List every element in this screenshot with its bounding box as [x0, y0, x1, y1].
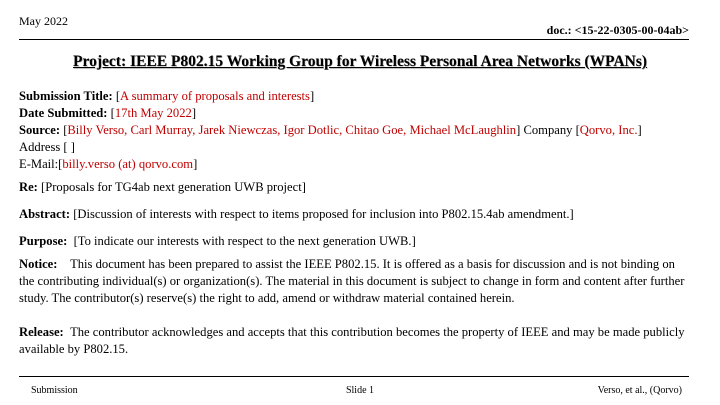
submission-title-label: Submission Title:	[19, 89, 113, 103]
page-title: Project: IEEE P802.15 Working Group for Wireless Personal Area Networks (WPANs)	[73, 53, 647, 70]
notice-label: Notice:	[19, 257, 58, 271]
source-label: Source:	[19, 123, 61, 137]
footer-divider	[19, 376, 689, 377]
date-submitted-value: 17th May 2022	[114, 106, 192, 120]
purpose-line: Purpose: [To indicate our interests with respect to the next generation UWB.]	[19, 234, 416, 248]
company-value: Qorvo, Inc.	[579, 123, 638, 137]
notice-text: This document has been prepared to assist the IEEE P802.15. It is offered as a basis for discussion and is not binding on the contributing individual(s) or organization(s). The material in this document is subject to change in form and content after further study. The contributor(s) reserve(s) the right to add, amend or withdraw material contained herein.	[19, 257, 685, 305]
address-line: Address [ ]	[19, 140, 75, 154]
date-submitted-label: Date Submitted:	[19, 106, 108, 120]
header-divider	[19, 39, 689, 40]
release-text: The contributor acknowledges and accepts that this contribution becomes the property of IEEE and may be made publicly available by P802.15.	[19, 325, 685, 356]
release-paragraph	[19, 324, 689, 358]
re-line: Re: [Proposals for TG4ab next generation UWB project]	[19, 180, 306, 194]
document-body	[19, 88, 689, 358]
company-label: Company	[523, 123, 573, 137]
email-value: billy.verso (at) qorvo.com	[62, 157, 194, 171]
release-label: Release:	[19, 325, 64, 339]
footer-submission: Submission	[31, 385, 78, 396]
submission-title-value: A summary of proposals and interests	[120, 89, 310, 103]
address-label: Address	[19, 140, 61, 154]
purpose-label: Purpose:	[19, 234, 68, 248]
abstract-value: Discussion of interests with respect to items proposed for inclusion into P802.15.4ab amendment.	[77, 207, 570, 221]
email-label: E-Mail:	[19, 157, 59, 171]
source-value: Billy Verso, Carl Murray, Jarek Niewczas, Igor Dotlic, Chitao Goe, Michael McLaughlin	[67, 123, 517, 137]
footer-slide-number: Slide 1	[345, 385, 375, 396]
re-label: Re:	[19, 180, 38, 194]
re-value: Proposals for TG4ab next generation UWB project	[45, 180, 302, 194]
purpose-value: To indicate our interests with respect to the next generation UWB.	[77, 234, 412, 248]
footer-author: Verso, et al., (Qorvo)	[597, 385, 682, 396]
date-submitted-line: Date Submitted: [17th May 2022]	[19, 106, 197, 120]
notice-paragraph	[19, 256, 689, 307]
abstract-label: Abstract:	[19, 207, 71, 221]
abstract-line: Abstract: [Discussion of interests with respect to items proposed for inclusion into P802.15.4ab amendment.]	[19, 207, 574, 221]
header-date: May 2022	[19, 14, 68, 28]
source-line: Source: [Billy Verso, Carl Murray, Jarek Niewczas, Igor Dotlic, Chitao Goe, Michael McLaughlin] Company [Qorvo, Inc.]	[19, 123, 642, 137]
header-doc-id: doc.: <15-22-0305-00-04ab>	[546, 23, 689, 37]
email-line: E-Mail:[billy.verso (at) qorvo.com]	[19, 157, 198, 171]
submission-title-line: Submission Title: [A summary of proposals and interests]	[19, 89, 315, 103]
